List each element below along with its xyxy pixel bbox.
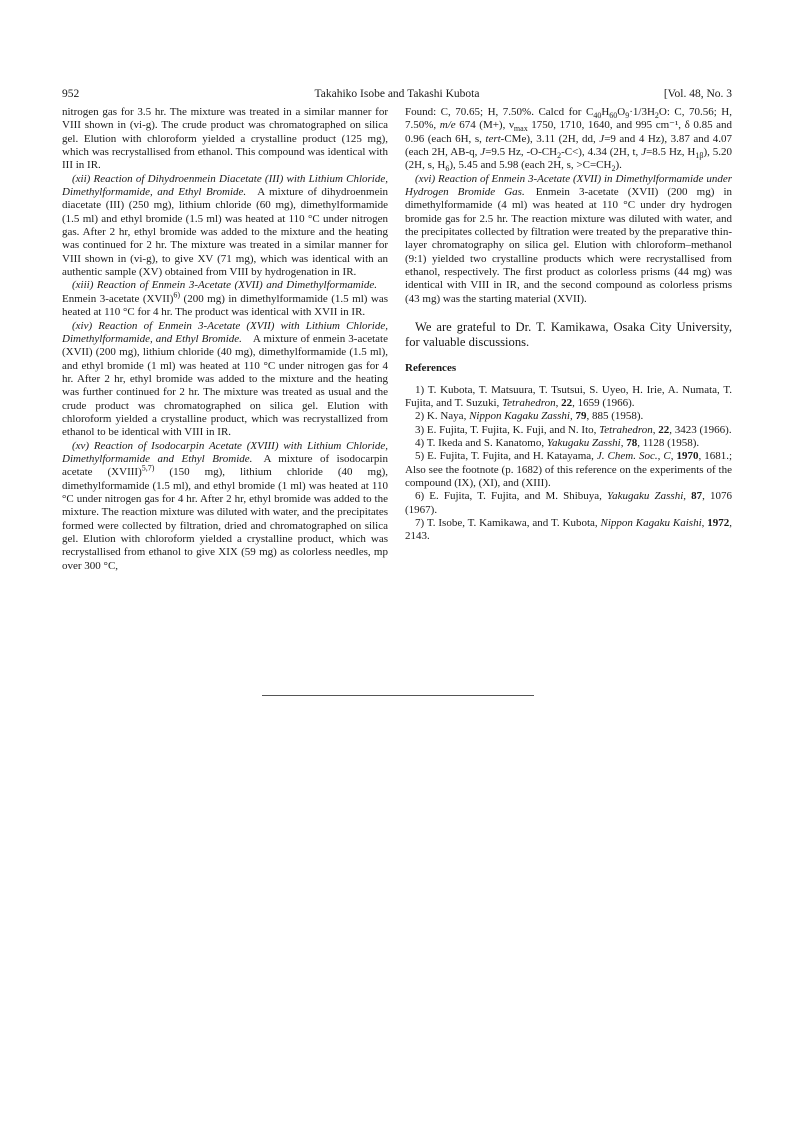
intro-paragraph: nitrogen gas for 3.5 hr. The mixture was treated in a similar manner for VIII shown in (vi-g). The crude product was chromatographed on silica gel. Elution with chloroform yielded a crystalline product (125 mg), which was recrystallised from ethanol. This compound was identical with III in IR. bbox=[62, 106, 388, 172]
left-column bbox=[62, 106, 388, 573]
reference-item bbox=[405, 437, 732, 450]
reference-authors: 6) E. Fujita, T. Fujita, and M. Shibuya, bbox=[415, 490, 608, 503]
coupling-symbol: J bbox=[641, 146, 647, 159]
subscript: 6 bbox=[445, 164, 450, 174]
reference-sep: , bbox=[569, 410, 576, 423]
section-xii-heading: (xii) Reaction of Dihydroenmein Diacetate (III) with Lithium Chloride, Dimethylformamide, and Ethyl Bromide. bbox=[62, 172, 388, 199]
reference-authors: 2) K. Naya, bbox=[415, 410, 470, 423]
reference-volume: 78 bbox=[626, 436, 638, 449]
analysis-text: O: C, 70.56; H, 7.50%, bbox=[405, 106, 733, 132]
mz-label: m/e bbox=[439, 119, 456, 132]
reference-authors: 3) E. Fujita, T. Fujita, K. Fuji, and N. Ito, bbox=[415, 423, 600, 436]
analysis-text: ·1/3H bbox=[629, 106, 655, 118]
reference-pages: , 1128 (1958). bbox=[637, 436, 700, 449]
reference-item bbox=[405, 450, 732, 490]
reference-journal: Tetrahedron bbox=[502, 396, 556, 409]
page-number: 952 bbox=[62, 88, 80, 100]
reference-volume: 22 bbox=[561, 396, 573, 409]
section-xii-body: A mixture of dihydroenmein diacetate (III) (250 mg), lithium chloride (60 mg), dimethylformamide (1.5 ml) and ethyl bromide (1.5 ml) was heated at 110 °C under nitrogen gas. After 2 hr, ethyl bromide was added to the mixture and the heating was continued for 2 hr. The mixture was treated in a similar manner for VIII shown in (vi-g), to give XV (71 mg), which was identical with an authentic sample (XV) obtained from VIII by hydrogenation in IR. bbox=[62, 186, 389, 279]
subscript: 2 bbox=[557, 151, 562, 161]
reference-journal: Nippon Kagaku Kaishi bbox=[600, 516, 702, 529]
volume-info: [Vol. 48, No. 3 bbox=[663, 88, 732, 100]
analysis-paragraph bbox=[405, 106, 732, 173]
reference-item bbox=[405, 517, 732, 544]
reference-journal: Yakugaku Zasshi bbox=[546, 436, 621, 449]
right-column bbox=[405, 106, 732, 544]
reference-item bbox=[405, 424, 732, 437]
reference-pages: , 1681.; Also see the footnote (p. 1682) of this reference on the experiments of the compound (IX), (XI), and (XIII). bbox=[405, 450, 733, 489]
section-xiv bbox=[62, 320, 388, 440]
section-xiii-heading: (xiii) Reaction of Enmein 3-Acetate (XVII) and Dimethylformamide. bbox=[72, 279, 377, 292]
reference-item bbox=[405, 490, 732, 517]
analysis-text: Found: C, 70.65; H, 7.50%. Calcd for C bbox=[405, 106, 594, 118]
reference-authors: 4) T. Ikeda and S. Kanatomo, bbox=[415, 436, 547, 449]
analysis-text: =9 and 4 Hz), 3.87 and 4.07 (each 2H, AB-q, bbox=[405, 132, 733, 159]
analysis-text: ), 5.20 (2H, s, H bbox=[405, 146, 733, 172]
analysis-text: O bbox=[617, 106, 626, 118]
section-xiv-heading: (xiv) Reaction of Enmein 3-Acetate (XVII) with Lithium Chloride, Dimethylformamide, and Ethyl Bromide. bbox=[62, 319, 388, 345]
section-xvi-body: Enmein 3-acetate (XVII) (200 mg) in dimethylformamide (4 ml) was heated at 110 °C under dry hydrogen bromide gas for 2.5 hr. The reaction mixture was diluted with water, and the precipitates collected by filtration were treated by the preparative thin-layer chromatography on silica gel. Elution with chloroform–methanol (9:1) yielded two crystalline products which were recrystallised from ethanol, respectively. The first product as colorless prisms (44 mg) was identical with VIII in IR, and the second compound as colorless prisms (43 mg) was the starting material (XVII). bbox=[405, 186, 732, 305]
subscript: 2 bbox=[611, 164, 616, 174]
acknowledgement: We are grateful to Dr. T. Kamikawa, Osaka City University, for valuable discussions. bbox=[405, 320, 732, 350]
analysis-text: =9.5 Hz, -O-CH bbox=[485, 146, 558, 159]
reference-pages: , 1659 (1966). bbox=[572, 396, 635, 409]
nu-symbol: ν bbox=[508, 119, 514, 132]
section-xvi-heading: (xvi) Reaction of Enmein 3-Acetate (XVII) in Dimethylformamide under Hydrogen Bromide Gas. bbox=[405, 172, 732, 199]
section-xv bbox=[62, 440, 388, 573]
reference-volume: 79 bbox=[575, 410, 587, 423]
section-xv-body-post: (150 mg), lithium chloride (40 mg), dimethylformamide (1.5 ml), and ethyl bromide (1 ml) was heated at 110 °C under nitrogen gas for 4 hr. After 2 hr, ethyl bromide was added to the mixture. The reaction mixture was diluted with water, and the precipitates formed were collected by filtration, dried and chromatographed on silica gel. Elution with chloroform yielded a crystalline product, which was recrystallised from ethanol to give XIX (59 mg) as colorless needles, mp over 300 °C, bbox=[62, 466, 388, 572]
reference-authors: 1) T. Kubota, T. Matsuura, T. Tsutsui, S. Uyeo, H. Irie, A. Numata, T. Fujita, and T. Suzuki, bbox=[405, 383, 732, 409]
reference-authors: 5) E. Fujita, T. Fujita, and H. Katayama, bbox=[415, 450, 597, 463]
coupling-symbol: J bbox=[599, 132, 605, 145]
subscript: 2 bbox=[654, 111, 659, 121]
reference-journal: Tetrahedron bbox=[599, 423, 653, 436]
analysis-text: 674 (M+), bbox=[459, 119, 506, 132]
reference-pages: , 2143. bbox=[405, 516, 733, 543]
section-xiii bbox=[62, 279, 388, 319]
reference-sep: , bbox=[670, 450, 677, 463]
subscript: max bbox=[513, 124, 528, 134]
subscript: 60 bbox=[609, 111, 618, 121]
reference-journal: Yakugaku Zasshi bbox=[607, 490, 684, 503]
reference-volume: 1970 bbox=[676, 450, 699, 463]
subscript: 9 bbox=[625, 111, 630, 121]
reference-journal: J. Chem. Soc., C bbox=[596, 450, 671, 463]
reference-volume: 1972 bbox=[707, 516, 730, 529]
section-xiii-body-pre: Enmein 3-acetate (XVII) bbox=[62, 292, 174, 305]
analysis-text: H bbox=[601, 106, 610, 118]
analysis-text: -C<), 4.34 (2H, t, bbox=[561, 146, 639, 159]
subscript: 40 bbox=[593, 111, 602, 121]
reference-sep: , bbox=[652, 423, 659, 436]
reference-sep: , bbox=[555, 396, 562, 409]
reference-journal: Nippon Kagaku Zasshi bbox=[469, 410, 570, 423]
reference-authors: 7) T. Isobe, T. Kamikawa, and T. Kubota, bbox=[415, 516, 601, 529]
running-authors: Takahiko Isobe and Takashi Kubota bbox=[314, 88, 480, 100]
coupling-symbol: J bbox=[480, 146, 486, 159]
section-xiv-body: A mixture of enmein 3-acetate (XVII) (200 mg), lithium chloride (40 mg), dimethylformamide (1.5 ml), and ethyl bromide (1 ml) was heated at 110 °C under nitrogen gas for 4 hr. After 2 hr, ethyl bromide was added to the mixture and the heating was further continued for 2 hr. The mixture was treated as usual and the crude product was chromatographed on silica gel. Elution with chloroform yielded a crystalline product, which was recrystallized from ethanol to be identical with VIII in IR. bbox=[62, 332, 388, 439]
section-xv-body-pre: A mixture of isodocarpin acetate (XVIII) bbox=[62, 452, 388, 479]
italic-term: tert bbox=[485, 132, 501, 145]
end-rule bbox=[262, 695, 534, 696]
subscript: 1β bbox=[695, 151, 704, 161]
reference-volume: 22 bbox=[658, 423, 670, 436]
reference-pages: , 1076 (1967). bbox=[405, 490, 733, 516]
reference-volume: 87 bbox=[691, 490, 703, 503]
reference-list bbox=[405, 384, 732, 544]
reference-sep: , bbox=[683, 490, 692, 503]
citation-superscript: 5,7) bbox=[141, 463, 155, 473]
analysis-text: =8.5 Hz, H bbox=[646, 146, 696, 159]
section-xvi bbox=[405, 173, 732, 306]
reference-sep: , bbox=[620, 436, 627, 449]
reference-sep: , bbox=[701, 516, 708, 529]
section-xii bbox=[62, 173, 388, 280]
references-heading: References bbox=[405, 362, 457, 375]
running-header bbox=[62, 86, 732, 102]
analysis-text: ). bbox=[615, 159, 622, 172]
reference-pages: , 885 (1958). bbox=[586, 410, 644, 423]
section-xv-heading: (xv) Reaction of Isodocarpin Acetate (XVIII) with Lithium Chloride, Dimethylformamide and Ethyl Bromide. bbox=[62, 439, 388, 465]
analysis-text: -CMe), 3.11 (2H, dd, bbox=[500, 132, 596, 145]
section-xiii-body-post: (200 mg) in dimethylformamide (1.5 ml) was heated at 110 °C for 4 hr. The product was identical with XVII in IR. bbox=[62, 292, 388, 319]
reference-item bbox=[405, 384, 732, 411]
reference-item bbox=[405, 410, 732, 423]
reference-pages: , 3423 (1966). bbox=[669, 423, 732, 436]
analysis-text: 1750, 1710, 1640, and 995 cm⁻¹, δ 0.85 and 0.96 (each 6H, s, bbox=[405, 119, 733, 145]
citation-superscript: 6) bbox=[173, 290, 181, 300]
analysis-text: ), 5.45 and 5.98 (each 2H, s, >C=CH bbox=[449, 159, 612, 172]
